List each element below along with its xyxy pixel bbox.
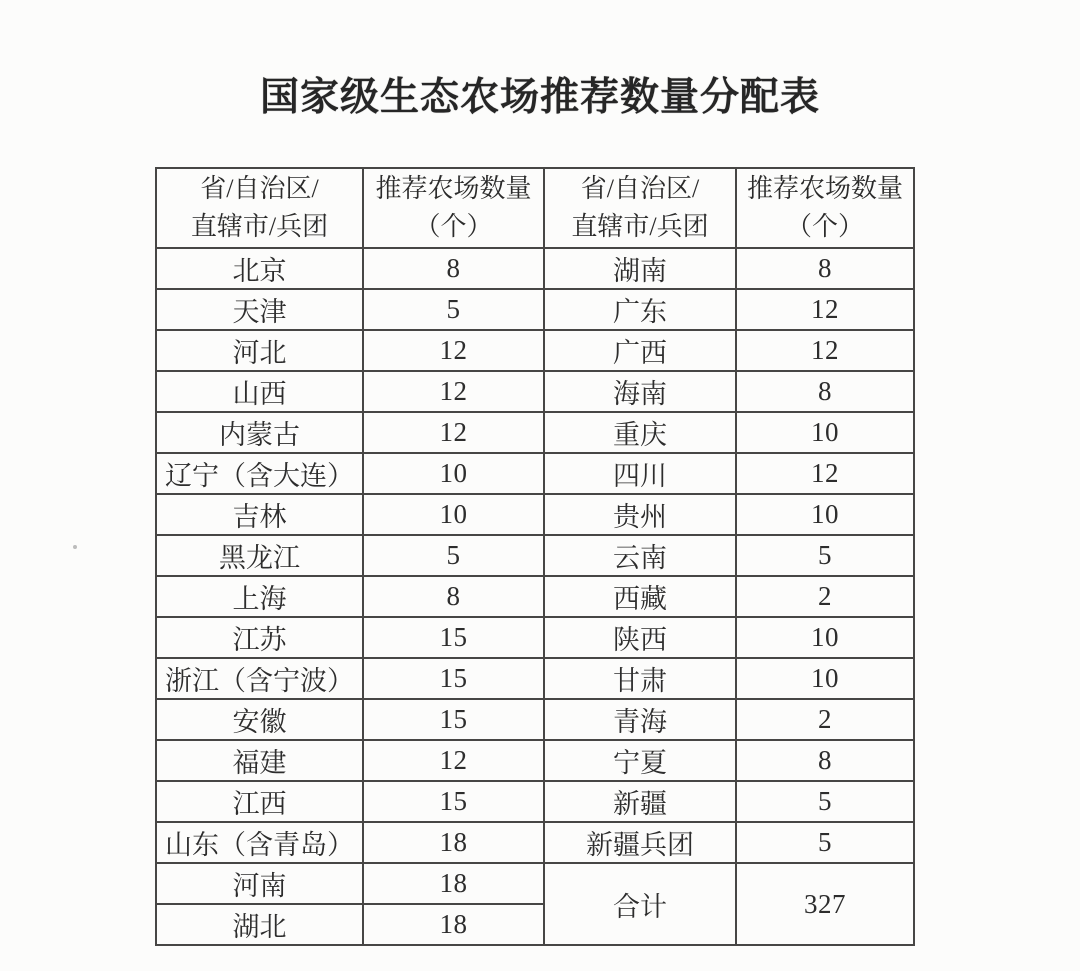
- count-cell: 15: [363, 781, 544, 822]
- table-row: [156, 658, 914, 699]
- table-row: [156, 740, 914, 781]
- header-count-right: [736, 168, 914, 248]
- count-cell: 5: [363, 289, 544, 330]
- table-row: [156, 863, 914, 904]
- count-cell: 8: [736, 740, 914, 781]
- province-cell: 内蒙古: [156, 412, 363, 453]
- province-cell: 甘肃: [544, 658, 736, 699]
- province-cell: 山东（含青岛）: [156, 822, 363, 863]
- header-province-right: [544, 168, 736, 248]
- count-cell: 15: [363, 658, 544, 699]
- count-cell: 18: [363, 822, 544, 863]
- header-line: 直辖市/兵团: [571, 212, 709, 241]
- province-cell: 福建: [156, 740, 363, 781]
- count-cell: 12: [736, 330, 914, 371]
- header-line: （个）: [414, 212, 493, 241]
- table-row: [156, 699, 914, 740]
- count-cell: 2: [736, 576, 914, 617]
- province-cell: 广东: [544, 289, 736, 330]
- count-cell: 8: [736, 371, 914, 412]
- table-header-row: [156, 168, 914, 248]
- count-cell: 5: [736, 822, 914, 863]
- table-row: [156, 781, 914, 822]
- count-cell: 18: [363, 863, 544, 904]
- province-cell: 黑龙江: [156, 535, 363, 576]
- province-cell: 青海: [544, 699, 736, 740]
- province-cell: 新疆兵团: [544, 822, 736, 863]
- count-cell: 12: [363, 330, 544, 371]
- header-line: 推荐农场数量: [746, 174, 903, 204]
- count-cell: 10: [363, 453, 544, 494]
- count-cell: 8: [363, 248, 544, 289]
- province-cell: 江苏: [156, 617, 363, 658]
- province-cell: 北京: [156, 248, 363, 289]
- count-cell: 8: [363, 576, 544, 617]
- count-cell: 12: [363, 740, 544, 781]
- count-cell: 12: [736, 453, 914, 494]
- province-cell: 重庆: [544, 412, 736, 453]
- province-cell: 云南: [544, 535, 736, 576]
- province-cell: 天津: [156, 289, 363, 330]
- count-cell: 8: [736, 248, 914, 289]
- province-cell: 新疆: [544, 781, 736, 822]
- count-cell: 2: [736, 699, 914, 740]
- scan-speck: [73, 545, 77, 549]
- province-cell: 宁夏: [544, 740, 736, 781]
- distribution-table: [155, 167, 915, 946]
- header-line: （个）: [785, 212, 864, 241]
- province-cell: 河北: [156, 330, 363, 371]
- count-cell: 10: [736, 617, 914, 658]
- province-cell: 上海: [156, 576, 363, 617]
- province-cell: 西藏: [544, 576, 736, 617]
- count-cell: 18: [363, 904, 544, 945]
- count-cell: 5: [363, 535, 544, 576]
- count-cell: 5: [736, 781, 914, 822]
- count-cell: 10: [736, 412, 914, 453]
- province-cell: 辽宁（含大连）: [156, 453, 363, 494]
- count-cell: 5: [736, 535, 914, 576]
- table-row: [156, 617, 914, 658]
- count-cell: 12: [363, 371, 544, 412]
- count-cell: 15: [363, 617, 544, 658]
- count-cell: 10: [736, 658, 914, 699]
- header-line: 省/自治区/: [200, 174, 319, 204]
- province-cell: 湖南: [544, 248, 736, 289]
- count-cell: 10: [736, 494, 914, 535]
- province-cell: 广西: [544, 330, 736, 371]
- province-cell: 贵州: [544, 494, 736, 535]
- province-cell: 安徽: [156, 699, 363, 740]
- province-cell: 四川: [544, 453, 736, 494]
- table-row: [156, 330, 914, 371]
- count-cell: 12: [363, 412, 544, 453]
- count-cell: 10: [363, 494, 544, 535]
- table-row: [156, 371, 914, 412]
- total-value-cell: 327: [736, 863, 914, 945]
- table-row: [156, 248, 914, 289]
- province-cell: 河南: [156, 863, 363, 904]
- header-line: 省/自治区/: [580, 174, 700, 204]
- count-cell: 15: [363, 699, 544, 740]
- total-label-cell: 合计: [544, 863, 736, 945]
- page-title: 国家级生态农场推荐数量分配表: [259, 76, 820, 119]
- province-cell: 陕西: [544, 617, 736, 658]
- table-row: [156, 494, 914, 535]
- header-province-left: [156, 168, 363, 248]
- table-row: [156, 535, 914, 576]
- province-cell: 浙江（含宁波）: [156, 658, 363, 699]
- header-line: 推荐农场数量: [375, 174, 532, 204]
- table-row: [156, 453, 914, 494]
- province-cell: 海南: [544, 371, 736, 412]
- header-count-left: [363, 168, 544, 248]
- table-row: [156, 289, 914, 330]
- header-line: 直辖市/兵团: [190, 212, 329, 241]
- province-cell: 湖北: [156, 904, 363, 945]
- province-cell: 吉林: [156, 494, 363, 535]
- province-cell: 江西: [156, 781, 363, 822]
- table-row: [156, 412, 914, 453]
- table-row: [156, 576, 914, 617]
- table-row: [156, 822, 914, 863]
- province-cell: 山西: [156, 371, 363, 412]
- count-cell: 12: [736, 289, 914, 330]
